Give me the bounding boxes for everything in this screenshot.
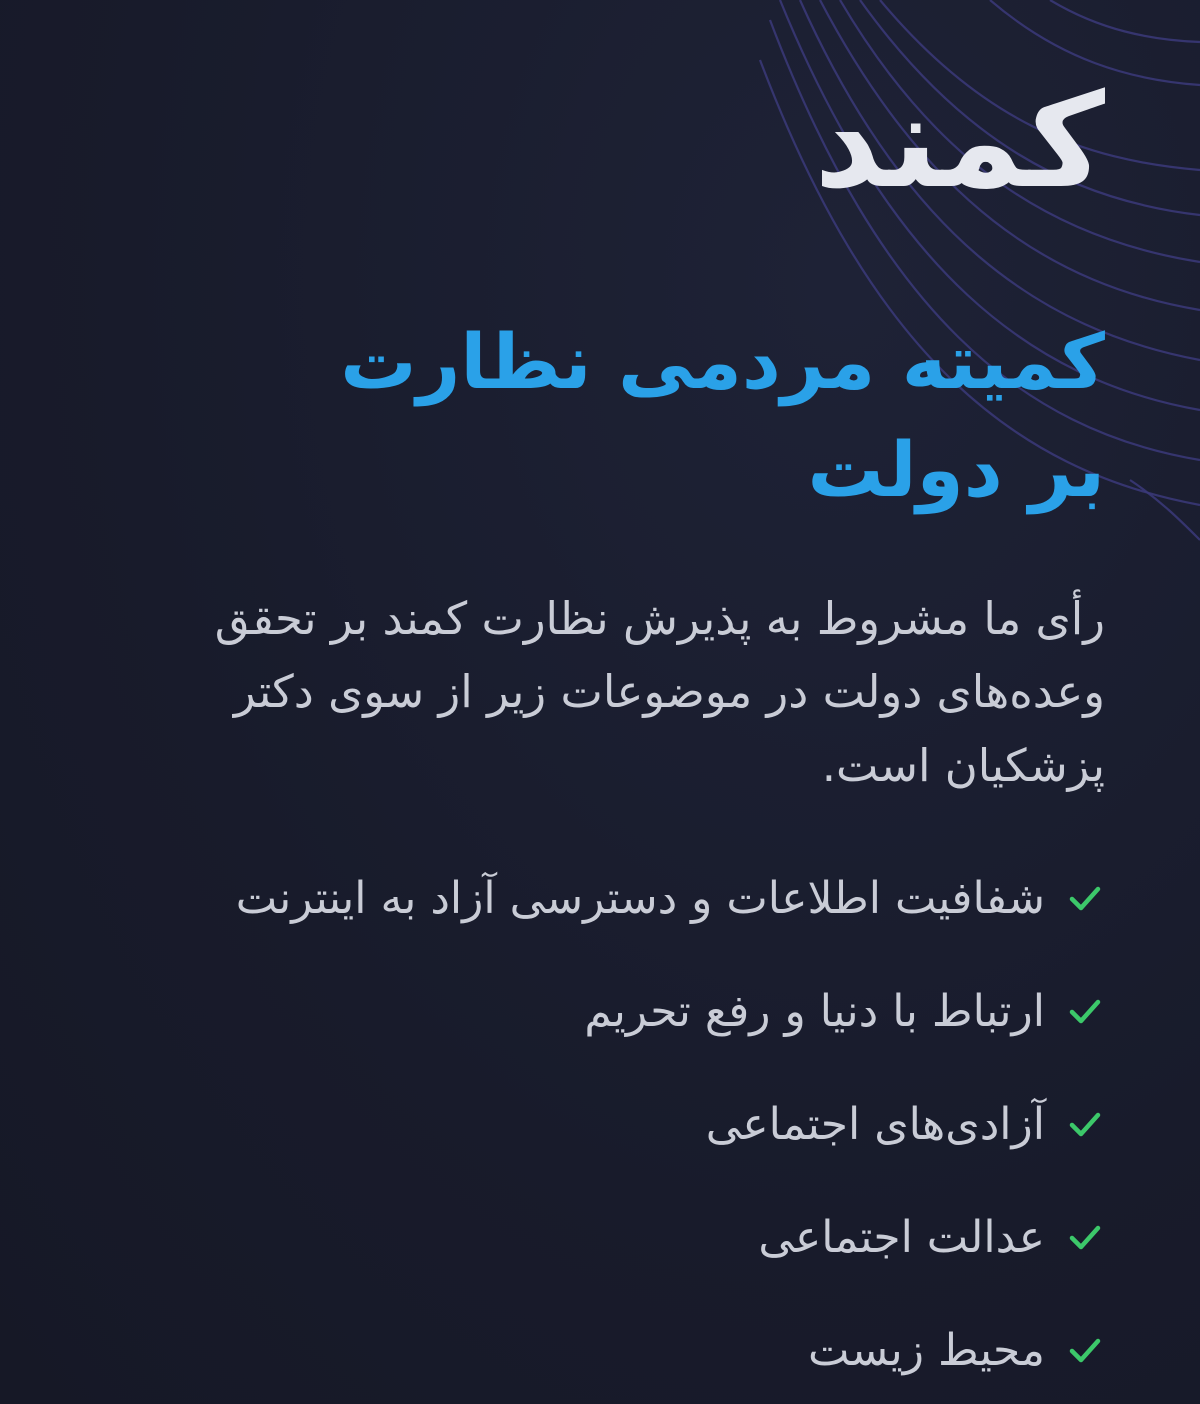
list-item [95, 842, 1105, 955]
list-item-label: عدالت اجتماعی [758, 1211, 1045, 1263]
check-icon [1065, 1217, 1105, 1257]
list-item [95, 1181, 1105, 1294]
list-item-label: ارتباط با دنیا و رفع تحریم [584, 985, 1045, 1037]
list-item [95, 1068, 1105, 1181]
check-icon [1065, 1330, 1105, 1370]
check-icon [1065, 991, 1105, 1031]
intro-paragraph: رأی ما مشروط به پذیرش نظارت کمند بر تحقق وعده‌های دولت در موضوعات زیر از سوی دکتر پزشکیان است. [214, 591, 1105, 792]
list-item-label: آزادی‌های اجتماعی [705, 1098, 1045, 1150]
check-icon [1065, 878, 1105, 918]
list-item-label: محیط زیست [808, 1324, 1045, 1376]
demands-list [95, 842, 1105, 1404]
subtitle: کمیته مردمی نظارت بر دولت [340, 317, 1105, 514]
check-icon [1065, 1104, 1105, 1144]
list-item [95, 1294, 1105, 1404]
list-item-label: شفافیت اطلاعات و دسترسی آزاد به اینترنت [235, 872, 1045, 924]
content [95, 0, 1105, 1404]
brand-title: کمند [814, 65, 1105, 217]
list-item [95, 955, 1105, 1068]
